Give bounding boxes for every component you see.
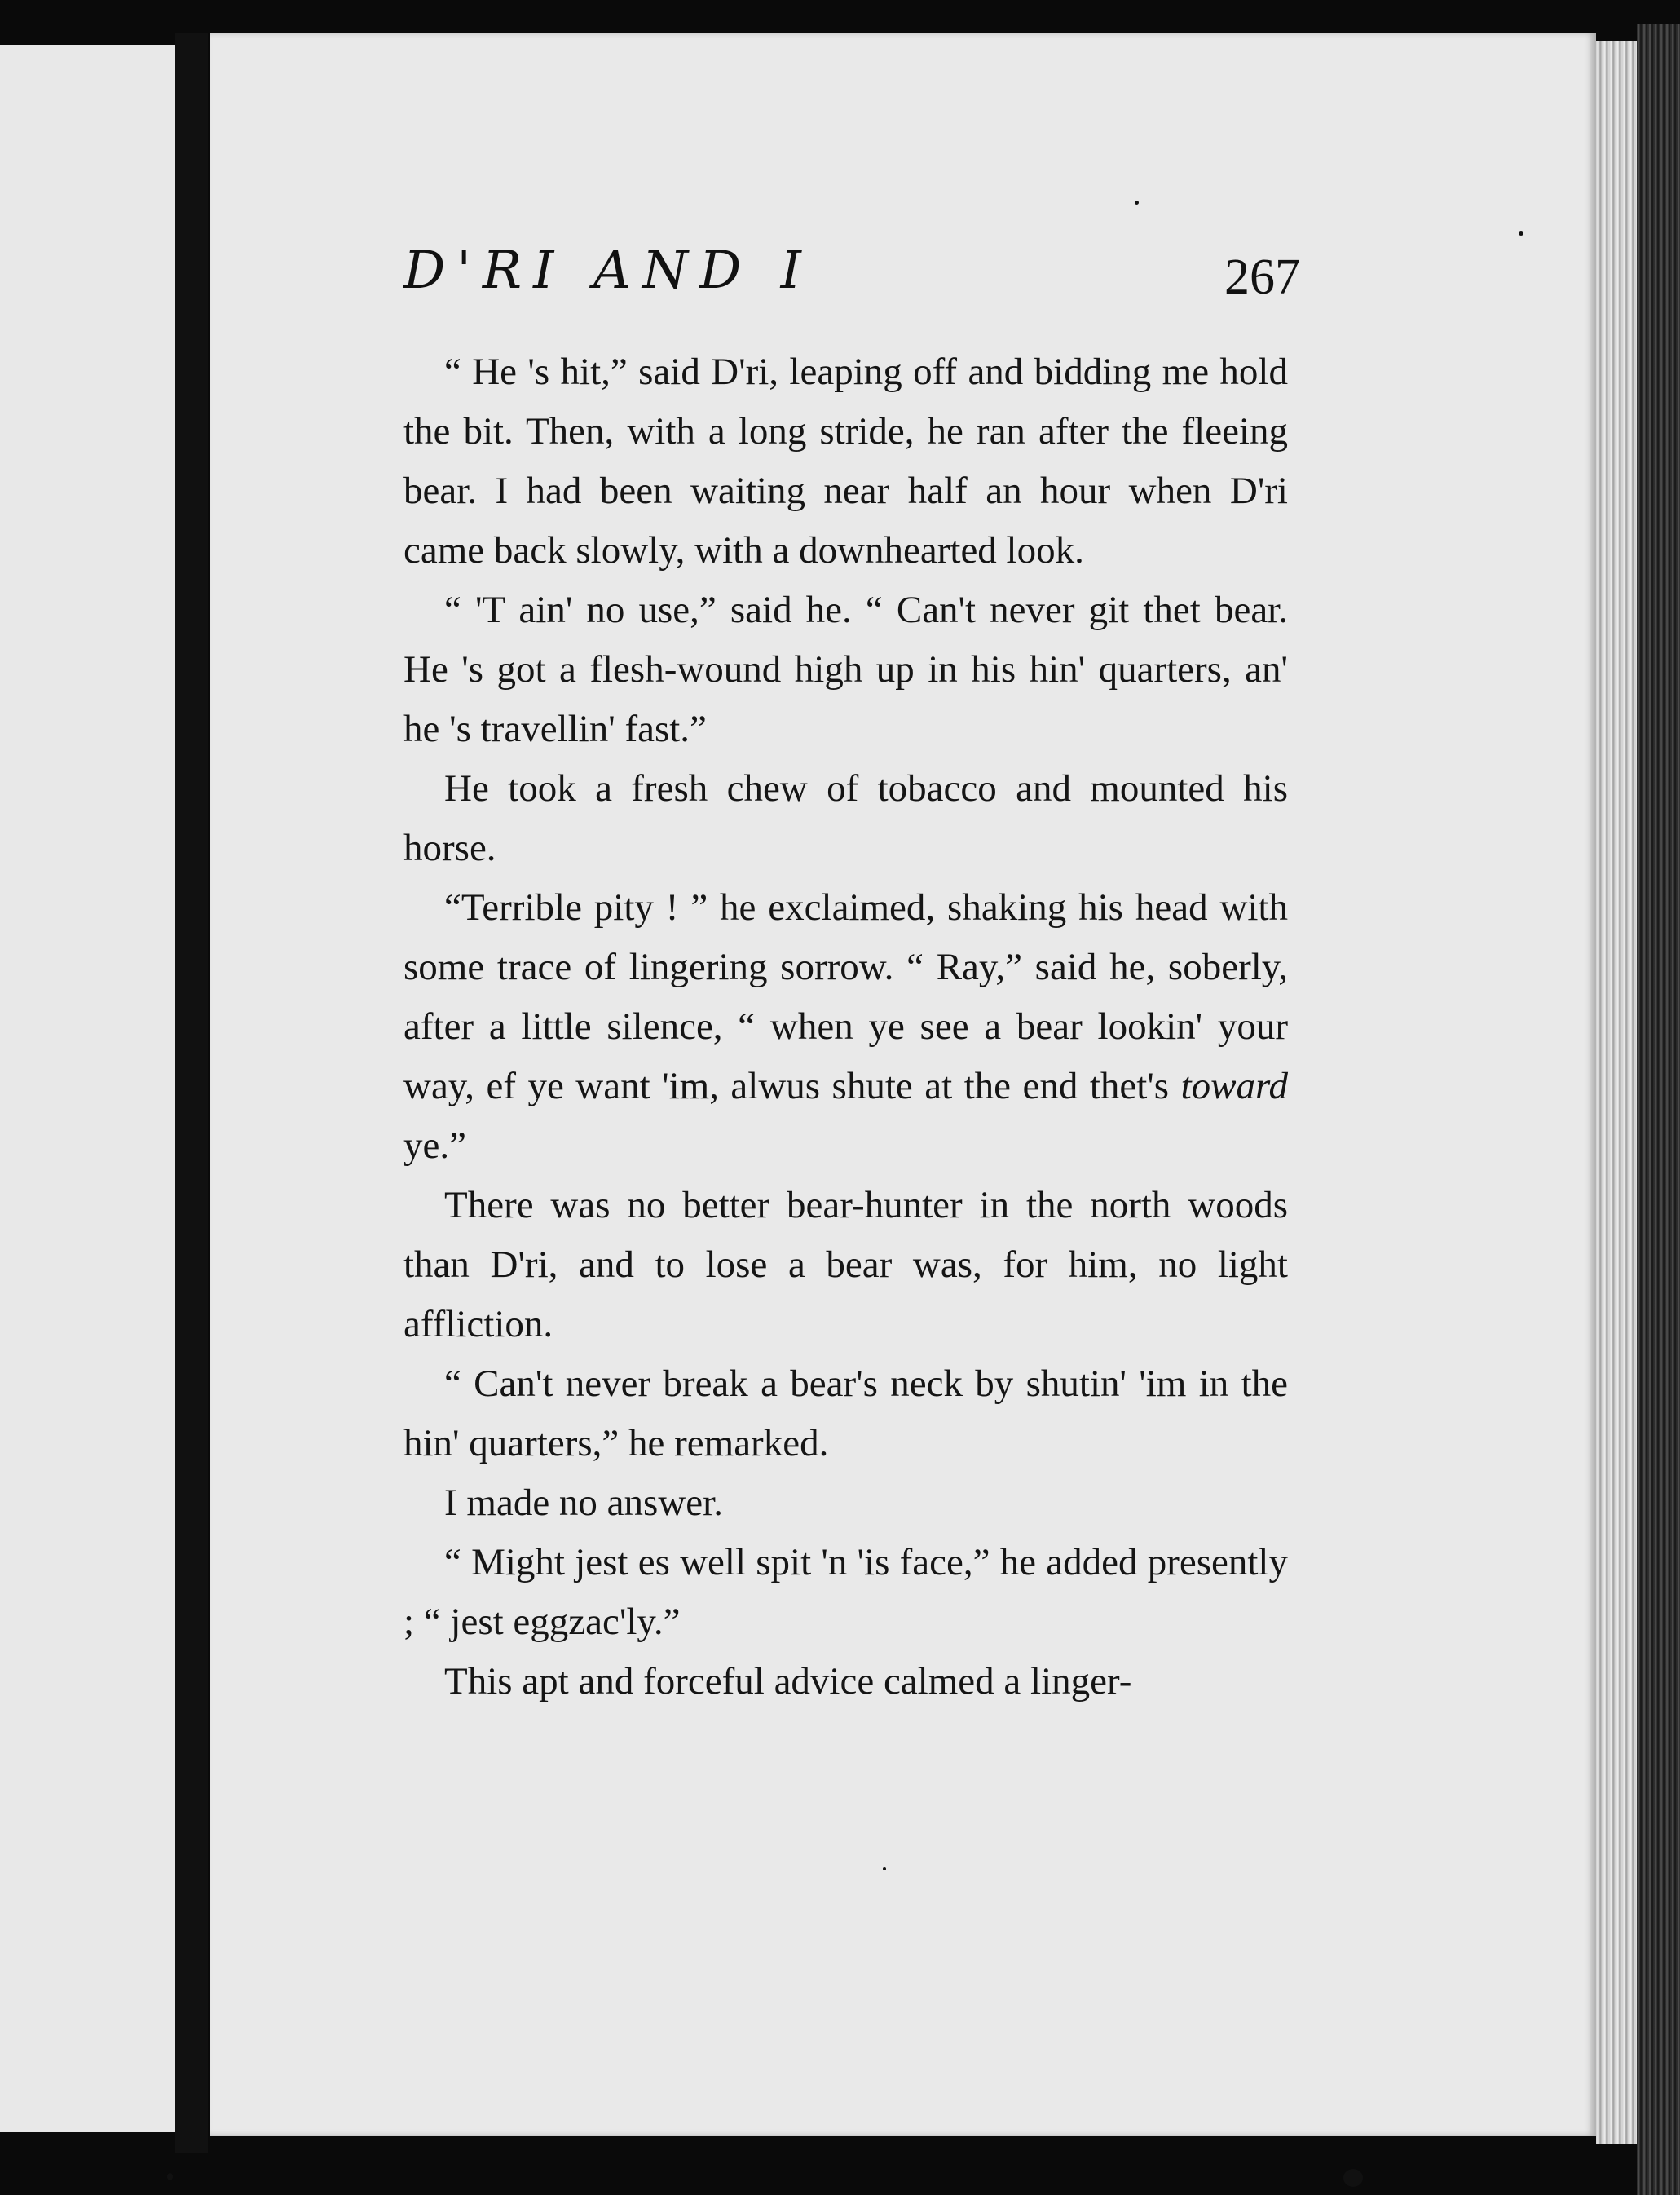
paragraph: “ Might jest es well spit 'n 'is face,” he added presently ; “ jest eggzac'ly.” <box>403 1541 1288 1643</box>
scan-speck <box>883 1867 886 1870</box>
paragraph-text: “Terrible pity ! ” he exclaimed, shaking his head with some trace of lingering sorrow. “ Ray,” said he, soberly, after a little silence, “ when ye see a bear lookin' your way, ef ye want 'im, alwus shute at the end thet's <box>403 886 1288 1107</box>
running-title: D'RI AND I <box>403 241 813 301</box>
page-stack-edge <box>1596 41 1637 2144</box>
scan-speck <box>1519 231 1523 236</box>
paragraph: He took a fresh chew of tobacco and mounted his horse. <box>403 767 1288 869</box>
paragraph-tail: ye.” <box>403 1124 466 1167</box>
scan-speck <box>1343 2169 1363 2187</box>
paragraph: “ Can't never break a bear's neck by shutin' 'im in the hin' quarters,” he remarked. <box>403 1362 1288 1464</box>
page-number: 267 <box>1224 250 1300 305</box>
body-text <box>403 342 1288 1711</box>
paragraph: “ 'T ain' no use,” said he. “ Can't never git thet bear. He 's got a flesh-wound high up in his hin' quarters, an' he 's travellin' fast.” <box>403 589 1288 750</box>
scan-speck <box>1135 201 1139 205</box>
book-cover-edge <box>1637 24 1680 2195</box>
gutter-shadow <box>175 33 208 2153</box>
facing-page-edge <box>0 45 175 2132</box>
paragraph-with-italic <box>403 878 1288 1176</box>
page-header <box>403 241 1300 330</box>
paragraph: There was no better bear-hunter in the north woods than D'ri, and to lose a bear was, for him, no light affliction. <box>403 1184 1288 1345</box>
paragraph: “ He 's hit,” said D'ri, leaping off and bidding me hold the bit. Then, with a long stride, he ran after the fleeing bear. I had been waiting near half an hour when D'ri came back slowly, with a downhearted look. <box>403 351 1288 572</box>
paragraph: This apt and forceful advice calmed a linger- <box>444 1660 1132 1703</box>
italic-word: toward <box>1180 1065 1289 1107</box>
scan-speck <box>167 2173 173 2180</box>
paragraph: I made no answer. <box>444 1482 723 1524</box>
